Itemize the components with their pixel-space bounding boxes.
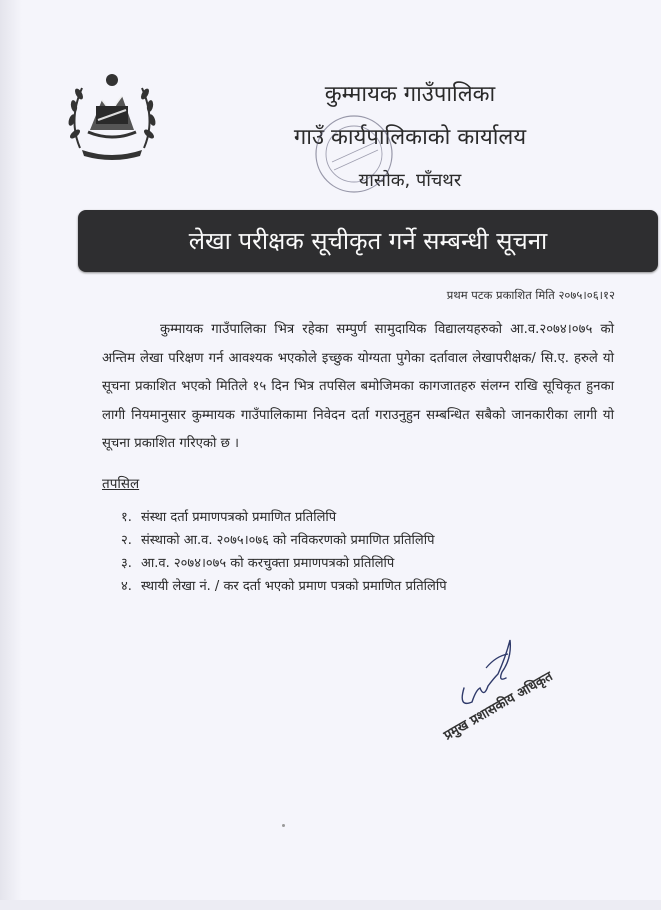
list-heading: तपसिल [102,476,140,492]
scan-bottom-edge [0,900,661,910]
notice-title: लेखा परीक्षक सूचीकृत गर्ने सम्बन्धी सूचना [188,227,548,255]
list-item [121,506,447,529]
list-item [121,575,447,598]
list-item-number: ४. [121,579,132,594]
notice-body [102,316,614,459]
signatory-title: प्रमुख प्रशासकीय अधिकृत [441,669,556,744]
office-address: यासोक, पाँचथर [358,170,462,191]
notice-paragraph: कुम्मायक गाउँपालिका भित्र रहेका सम्पुर्ण सामुदायिक विद्यालयहरुको आ.व.२०७४।०७५ को अन्तिम लेखा परिक्षण गर्न आवश्यक भएकोले इच्छुक योग्यता पुगेका दर्तावाल लेखापरीक्षक/ सि.ए. हरुले यो सूचना प्रकाशित भएको मितिले १५ दिन भित्र तपसिल बमोजिमका कागजातहरु संलग्न राखि सूचिकृत हुनका लागी नियमानुसार कुम्मायक गाउँपालिकामा निवेदन दर्ता गराउनुहुन सम्बन्धित सबैको जानकारीका लागी यो सूचना प्रकाशित गरिएको छ । [102,322,614,451]
office-name: गाउँ कार्यपालिकाको कार्यालय [293,125,527,150]
scan-speck [282,824,285,827]
list-item-number: १. [121,510,132,525]
list-item-text: संस्था दर्ता प्रमाणपत्रको प्रमाणित प्रतिलिपि [141,510,337,525]
nepal-emblem-icon [62,70,162,162]
list-item [121,529,447,552]
publication-date: प्रथम पटक प्रकाशित मिति २०७५।०६।१२ [446,288,615,302]
list-item-number: २. [121,533,132,548]
list-item-text: स्थायी लेखा नं. / कर दर्ता भएको प्रमाण पत्रको प्रमाणित प्रतिलिपि [141,579,447,594]
list-item-number: ३. [121,556,132,571]
scan-edge [0,0,22,910]
list-item [121,552,447,575]
list-item-text: संस्थाको आ.व. २०७५।०७६ को नविकरणको प्रमाणित प्रतिलिपि [141,533,435,548]
list-item-text: आ.व. २०७४।०७५ को करचुक्ता प्रमाणपत्रको प्रतिलिपि [141,556,395,571]
office-stamp [312,112,396,196]
municipality-name: कुम्मायक गाउँपालिका [324,82,496,107]
requirements-list [121,506,447,598]
